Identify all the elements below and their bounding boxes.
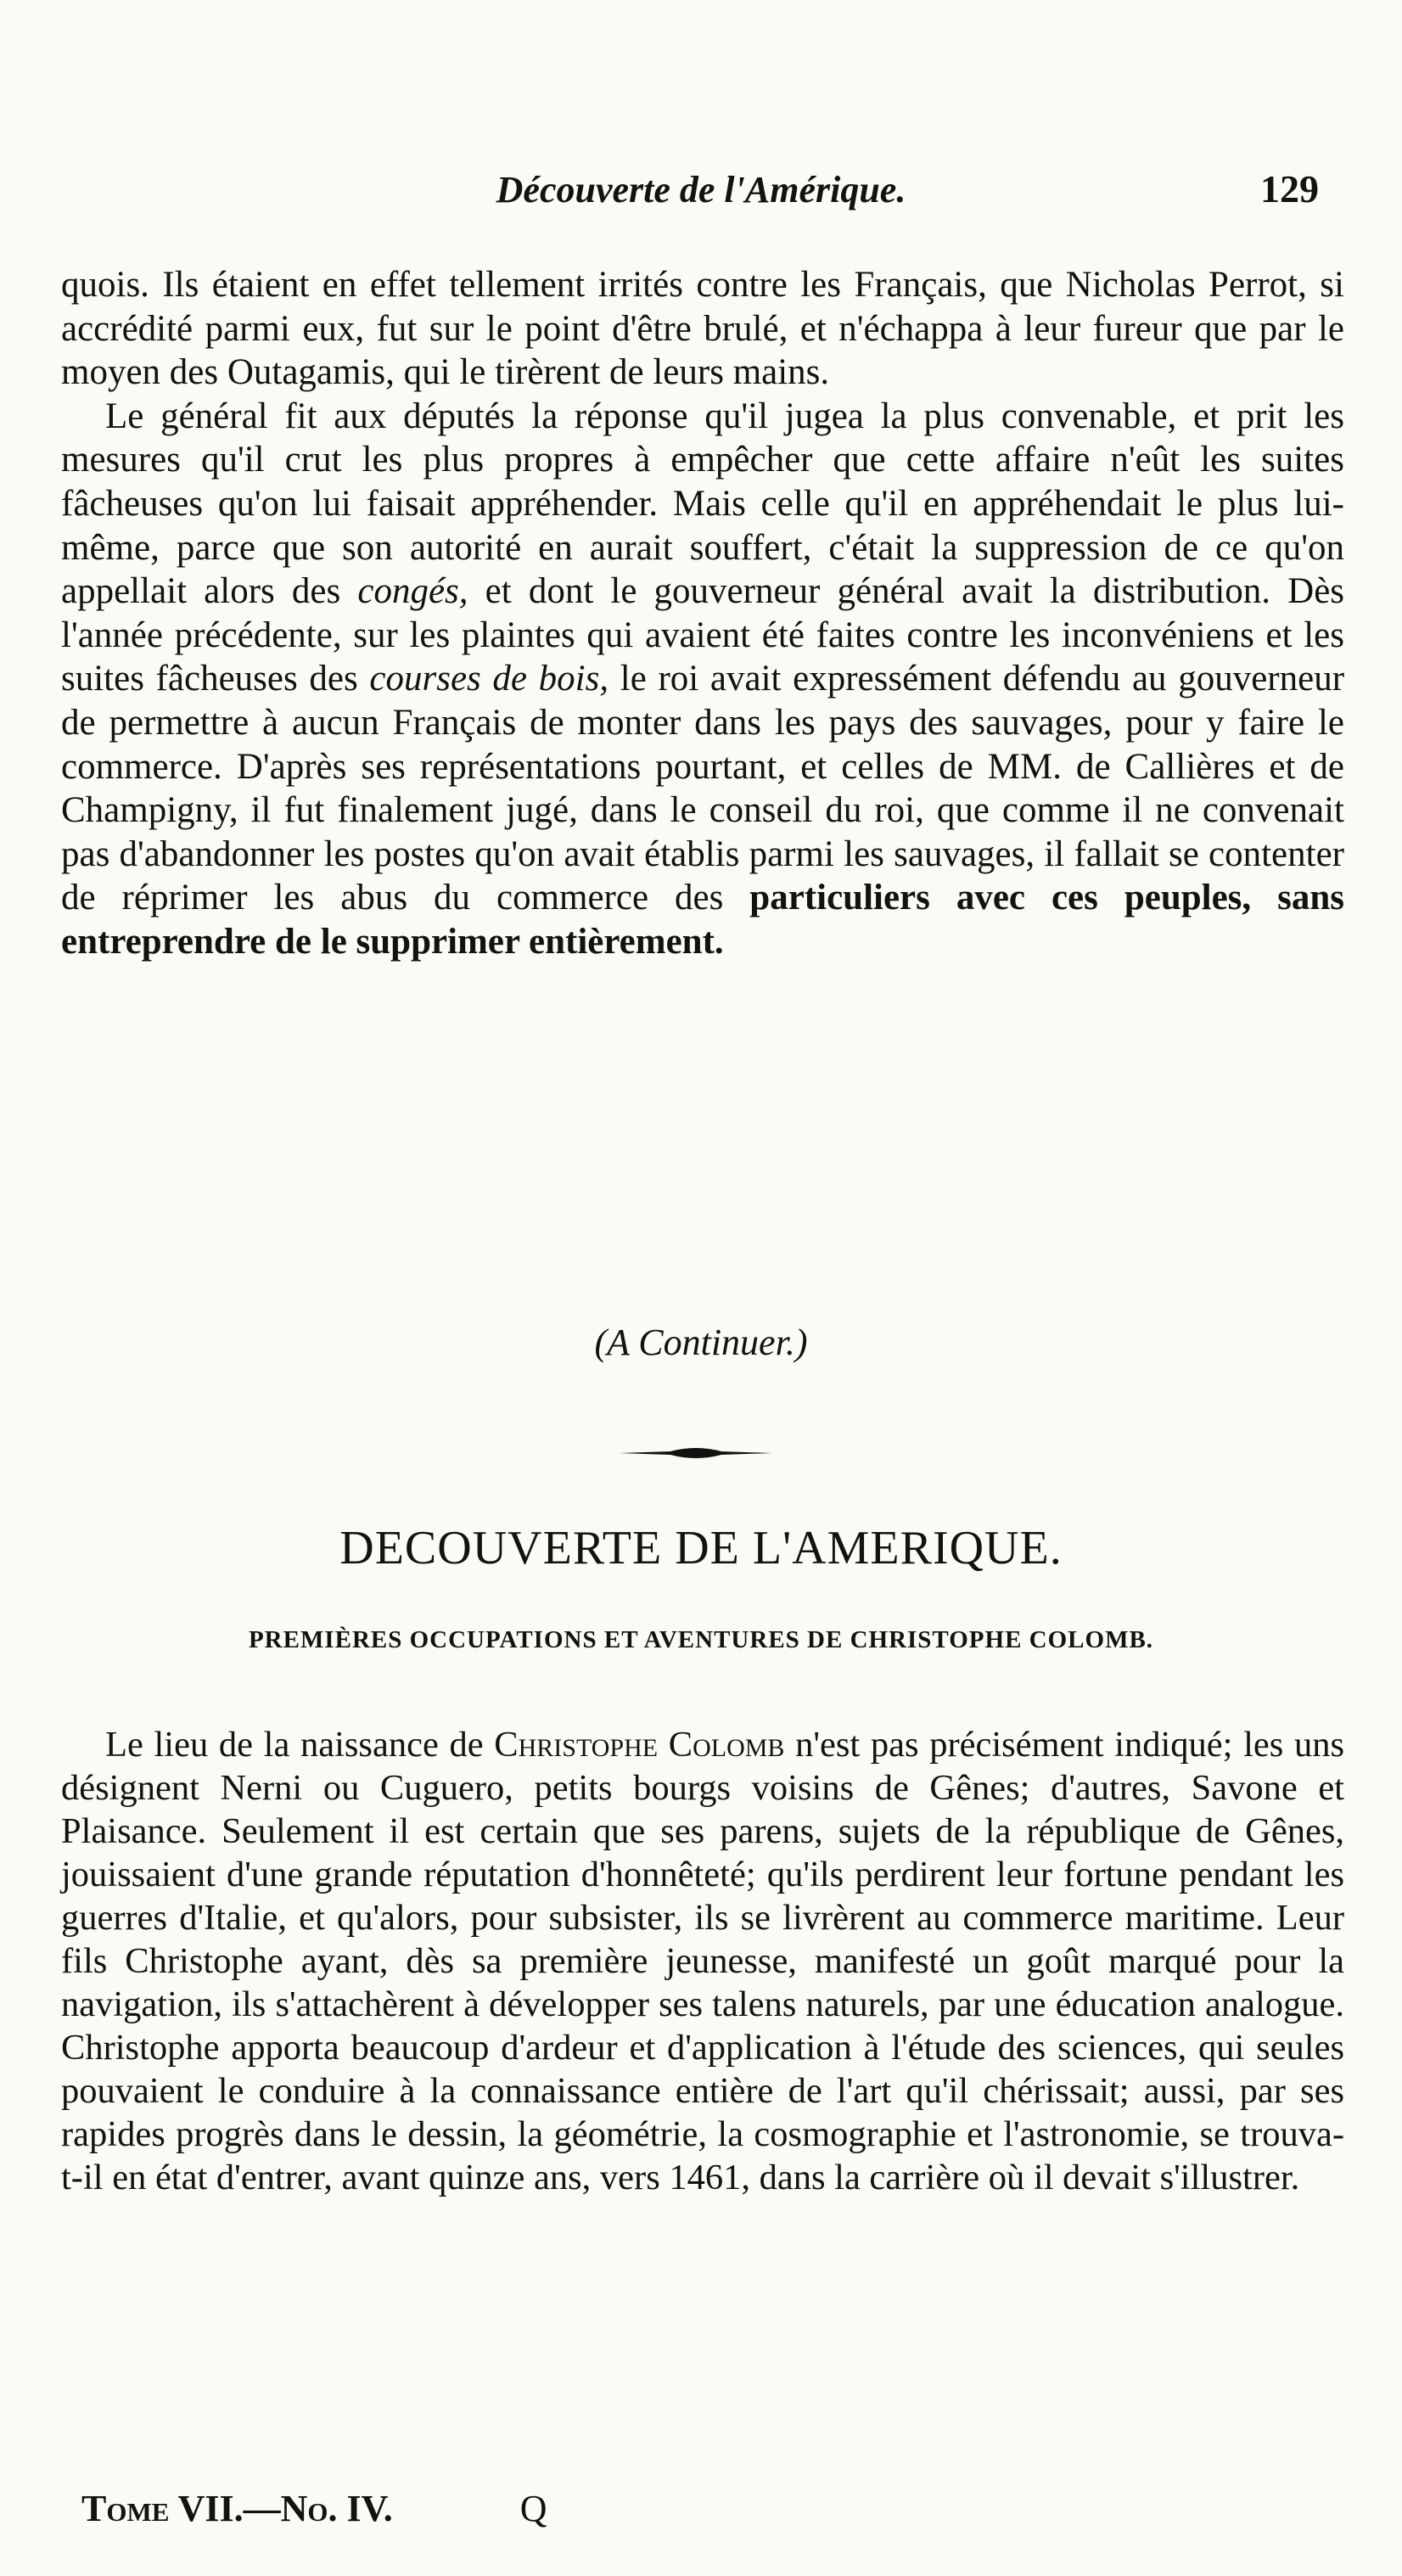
- person-name: Christophe Colomb: [494, 1725, 785, 1765]
- volume-number: Tome VII.—No. IV.: [81, 2488, 393, 2529]
- section-subtitle: PREMIÈRES OCCUPATIONS ET AVENTURES DE CHRISTOPHE COLOMB.: [248, 1626, 1154, 1653]
- running-head: [0, 166, 1402, 217]
- running-head-title: Découverte de l'Amérique.: [496, 169, 906, 210]
- italic-term: congés,: [357, 571, 468, 612]
- text-run: particuliers avec ces peuples, sans entreprendre de le supprimer entièrement.: [61, 878, 1344, 962]
- paragraph: quois. Ils étaient en effet tellement irrités contre les Français, que Nicholas Perrot, si accrédité parmi eux, fut sur le point d'être brulé, et n'échappa à leur fureur que par le moyen des Outagamis, qui le tirèrent de leurs mains.: [61, 265, 1344, 393]
- continuation-note: (A Continuer.): [594, 1322, 808, 1363]
- text-run: le roi avait expressément défendu au gouverneur de permettre à aucun Français de monter dans les pays des sauvages, pour y faire le commerce. D'après ses représentations pourtant, et celles de MM. de Callières et de Champigny, il fut finalement jugé, dans le conseil du roi, que comme il ne convenait pas d'abandonner les postes qu'on avait établis parmi les sauvages, il fallait se contenter de réprimer les abus du commerce des: [61, 659, 1345, 918]
- text-run: et dont le gouverneur général avait la distribution. Dès l'année précédente, sur les plaintes qui avaient été faites contre les inconvéniens et les suites fâcheuses des: [61, 571, 1345, 699]
- article-text: [61, 1723, 1344, 2199]
- page-footer: [81, 2487, 547, 2530]
- signature-mark: Q: [519, 2488, 547, 2529]
- paragraph: [61, 395, 1344, 964]
- section-title: DECOUVERTE DE L'AMERIQUE.: [339, 1522, 1063, 1574]
- article-continuation-text: [61, 263, 1344, 964]
- page-number: 129: [1260, 167, 1319, 210]
- ornament-divider: [620, 1443, 772, 1463]
- text-run: n'est pas précisément indiqué; les uns désignent Nerni ou Cuguero, petits bourgs voisins de Gênes; d'autres, Savone et Plaisance. Seulement il est certain que ses parens, sujets de la république de Gênes, jouissaient d'une grande réputation d'honnêteté; qu'ils perdirent leur fortune pendant les guerres d'Italie, et qu'alors, pour subsister, ils se livrèrent au commerce maritime. Leur fils Christophe ayant, dès sa première jeunesse, manifesté un goût marqué pour la navigation, ils s'attachèrent à développer ses talens naturels, par une éducation analogue. Christophe apporta beaucoup d'ardeur et d'application à l'étude des sciences, qui seules pouvaient le conduire à la connaissance entière de l'art qu'il chérissait; aussi, par ses rapides progrès dans le dessin, la géométrie, la cosmographie et l'astronomie, se trouva-t-il en état d'entrer, avant quinze ans, vers 1461, dans la carrière où il devait s'illustrer.: [61, 1725, 1345, 2197]
- text-run: Le général fit aux députés la réponse qu'il jugea la plus convenable, et prit les mesures qu'il crut les plus propres à empêcher que cette affaire n'eût les suites fâcheuses qu'on lui faisait appréhender. Mais celle qu'il en appréhendait le plus lui-même, parce que son autorité en aurait souffert, c'était la suppression de ce qu'on appellait alors des: [61, 396, 1344, 612]
- paragraph: [61, 1723, 1344, 2199]
- italic-term: courses de bois,: [369, 659, 609, 699]
- text-run: Le lieu de la naissance de: [105, 1725, 484, 1765]
